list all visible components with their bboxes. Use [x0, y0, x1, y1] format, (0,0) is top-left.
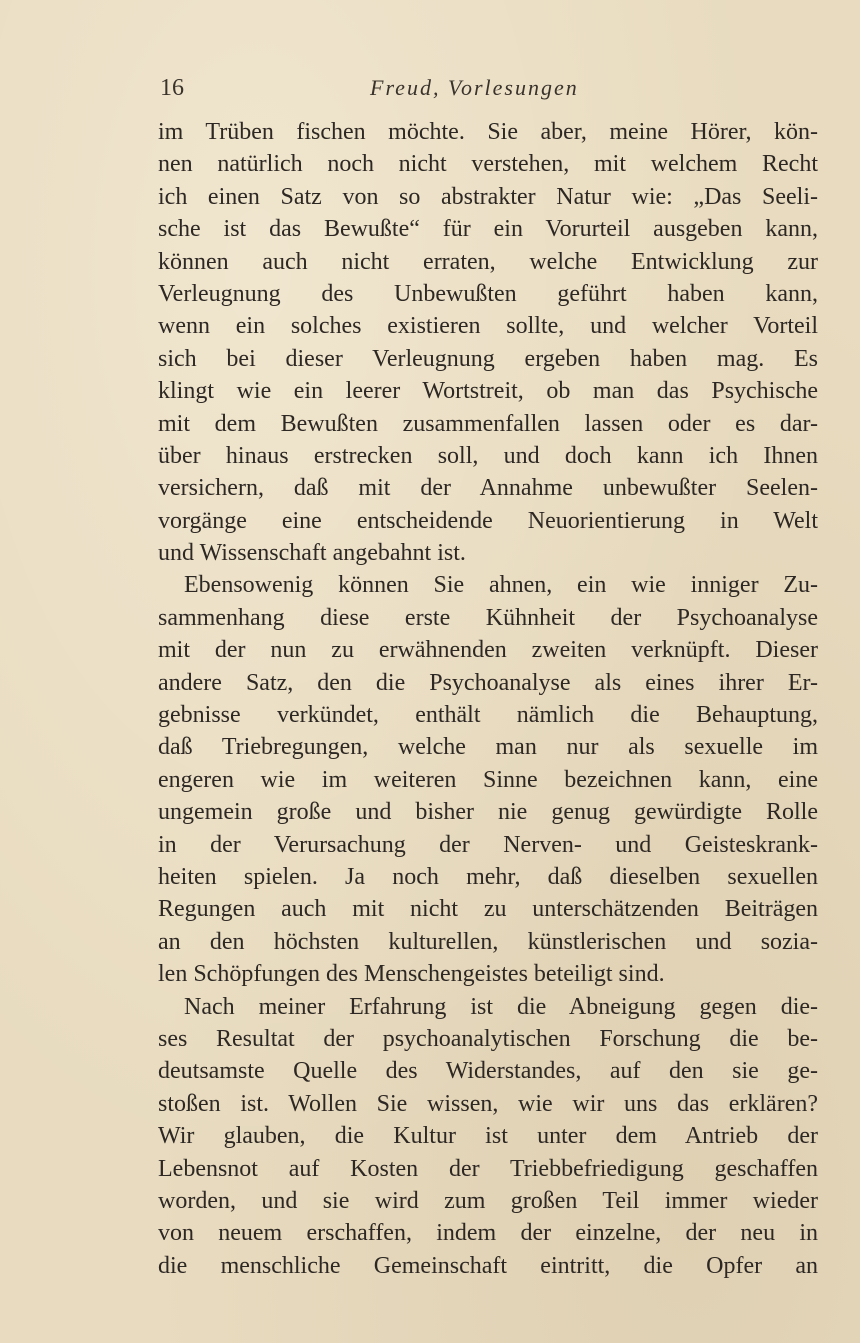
paragraph-end-line: len Schöpfungen des Menschengeistes beteiligt sind.: [158, 961, 665, 988]
page-number: 16: [160, 75, 184, 101]
text-line: wenn ein solches existieren sollte, und welcher Vorteil: [158, 313, 818, 340]
paragraph-start-line: Ebensowenig können Sie ahnen, ein wie inniger Zu-: [184, 572, 818, 599]
text-line: heiten spielen. Ja noch mehr, daß dieselben sexuellen: [158, 863, 818, 890]
text-line: engeren wie im weiteren Sinne bezeichnen kann, eine: [158, 766, 818, 793]
text-line: sammenhang diese erste Kühnheit der Psychoanalyse: [158, 604, 818, 631]
text-line: sche ist das Bewußte“ für ein Vorurteil ausgeben kann,: [158, 216, 818, 243]
text-line: nen natürlich noch nicht verstehen, mit welchem Recht: [158, 151, 818, 178]
text-line: können auch nicht erraten, welche Entwicklung zur: [158, 248, 818, 275]
text-line: über hinaus erstrecken soll, und doch kann ich Ihnen: [158, 442, 818, 469]
text-line: ungemein große und bisher nie genug gewürdigte Rolle: [158, 799, 818, 826]
text-line: andere Satz, den die Psychoanalyse als eines ihrer Er-: [158, 669, 818, 696]
text-line: mit der nun zu erwähnenden zweiten verknüpft. Dieser: [158, 637, 818, 664]
paragraph-start-line: Nach meiner Erfahrung ist die Abneigung gegen die-: [184, 993, 818, 1020]
text-line: mit dem Bewußten zusammenfallen lassen oder es dar-: [158, 410, 818, 437]
text-line: im Trüben fischen möchte. Sie aber, meine Hörer, kön-: [158, 119, 818, 145]
text-line: an den höchsten kulturellen, künstlerischen und sozia-: [158, 928, 818, 955]
text-line: worden, und sie wird zum großen Teil immer wieder: [158, 1187, 818, 1214]
text-line: Regungen auch mit nicht zu unterschätzenden Beiträgen: [158, 896, 818, 923]
text-line: Wir glauben, die Kultur ist unter dem Antrieb der: [158, 1123, 818, 1150]
text-line: gebnisse verkündet, enthält nämlich die Behauptung,: [158, 702, 818, 729]
paragraph-end-line: und Wissenschaft angebahnt ist.: [158, 540, 466, 567]
text-line: sich bei dieser Verleugnung ergeben haben mag. Es: [158, 345, 818, 372]
page-header: [160, 70, 720, 106]
text-line: ses Resultat der psychoanalytischen Forschung die be-: [158, 1025, 818, 1052]
text-line: versichern, daß mit der Annahme unbewußter Seelen-: [158, 475, 818, 502]
text-line: von neuem erschaffen, indem der einzelne, der neu in: [158, 1220, 818, 1247]
text-line: die menschliche Gemeinschaft eintritt, die Opfer an: [158, 1252, 818, 1279]
running-head: Freud, Vorlesungen: [370, 75, 579, 100]
text-line: klingt wie ein leerer Wortstreit, ob man das Psychische: [158, 378, 818, 405]
text-line: daß Triebregungen, welche man nur als sexuelle im: [158, 734, 818, 761]
text-line: Verleugnung des Unbewußten geführt haben kann,: [158, 280, 818, 307]
text-line: stoßen ist. Wollen Sie wissen, wie wir uns das erklären?: [158, 1090, 818, 1117]
text-line: ich einen Satz von so abstrakter Natur wie: „Das Seeli-: [158, 183, 818, 210]
text-line: deutsamste Quelle des Widerstandes, auf den sie ge-: [158, 1058, 818, 1085]
body-text: [158, 116, 818, 1282]
text-line: in der Verursachung der Nerven- und Geisteskrank-: [158, 831, 818, 858]
text-line: Lebensnot auf Kosten der Triebbefriedigung geschaffen: [158, 1155, 818, 1182]
text-line: vorgänge eine entscheidende Neuorientierung in Welt: [158, 507, 818, 534]
